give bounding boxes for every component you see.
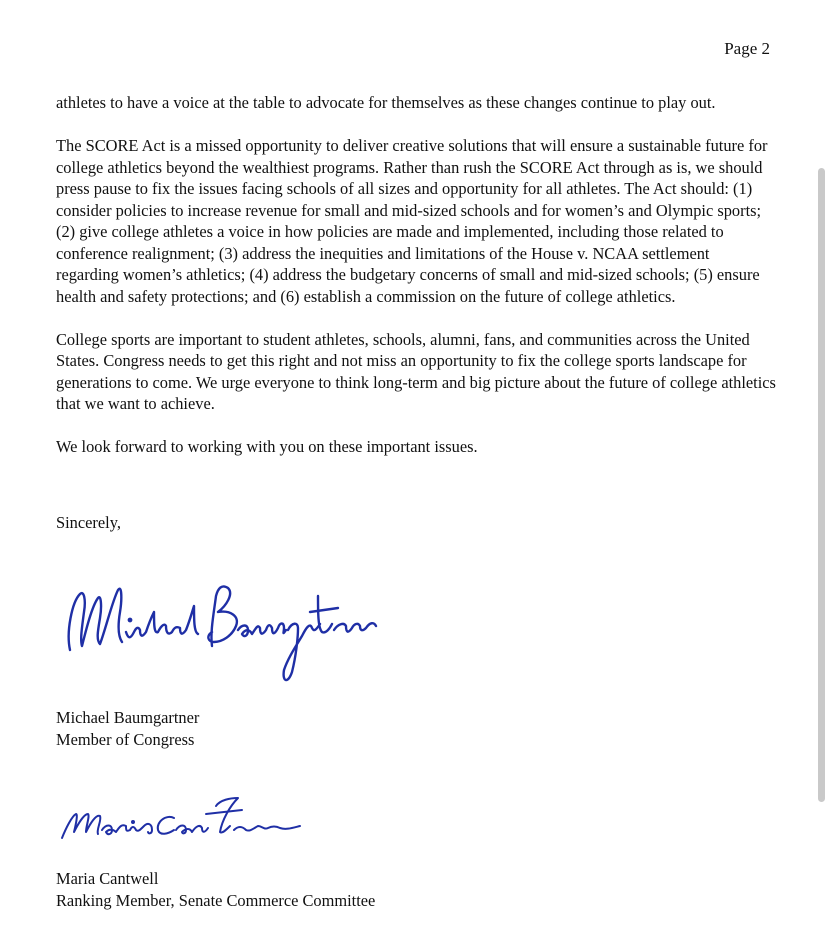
- signer-name: Maria Cantwell: [56, 869, 159, 888]
- signer-title: Member of Congress: [56, 730, 195, 749]
- paragraph: We look forward to working with you on these important issues.: [56, 437, 478, 456]
- closing: Sincerely,: [56, 513, 121, 532]
- signature-michael-baumgartner: [56, 572, 386, 697]
- paragraph: The SCORE Act is a missed opportunity to deliver creative solutions that will ensure a sustainable future for college athletics beyond the wealthiest programs. Rather than rush the SCORE Act through as is, we should press pause to fix the issues facing schools of all sizes and opportunity for all athletes. The Act should: (1) consider policies to increase revenue for small and mid-sized schools and for women’s and Olympic sports; (2) give college athletes a voice in how policies are made and implemented, including those related to conference realignment; (3) address the inequities and limitations of the House v. NCAA settlement regarding women’s athletics; (4) address the budgetary concerns of small and mid-sized schools; (5) ensure health and safety protections; and (6) establish a commission on the future of college athletics.: [56, 136, 768, 306]
- paragraph: College sports are important to student athletes, schools, alumni, fans, and communities across the United States. Congress needs to get this right and not miss an opportunity to fix the college sports landscape for generations to come. We urge everyone to think long-term and big picture about the future of college athletics that we want to achieve.: [56, 329, 776, 413]
- signature-maria-cantwell: [56, 792, 316, 852]
- signer-block-baumgartner: [56, 707, 199, 751]
- signer-title: Ranking Member, Senate Commerce Committee: [56, 891, 376, 910]
- letter-body: [56, 92, 776, 479]
- signer-block-cantwell: [56, 868, 375, 912]
- signer-name: Michael Baumgartner: [56, 708, 200, 727]
- vertical-scrollbar[interactable]: [818, 168, 825, 802]
- paragraph: athletes to have a voice at the table to advocate for themselves as these changes continue to play out.: [56, 93, 716, 112]
- page-number: Page 2: [724, 39, 770, 58]
